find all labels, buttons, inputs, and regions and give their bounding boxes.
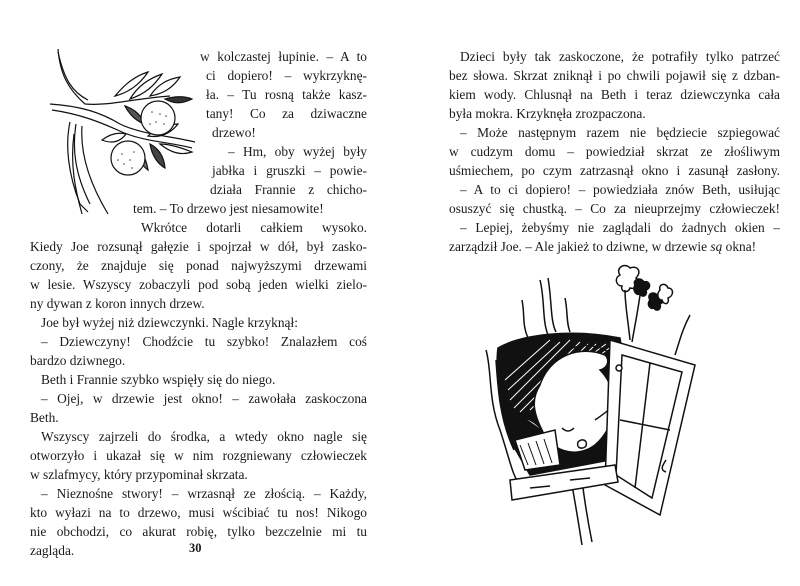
text-line: Beth. <box>30 410 59 425</box>
text-line: otworzyło i ukazał się w nim rozgniewany człowieczek <box>30 448 367 463</box>
text-line: Kiedy Joe rozsunął gałęzie i spojrzał w dół, był zasko- <box>30 239 367 254</box>
gnome-at-tree-window-illustration <box>470 260 730 550</box>
text-line: – Dziewczyny! Chodźcie tu szybko! Znalazłem coś <box>41 334 367 349</box>
text-line: – A to ci dopiero! – powiedziała znów Beth, usiłując <box>460 182 780 197</box>
text-line: tem. – To drzewo jest niesamowite! <box>133 201 324 216</box>
text-line: osuszyć się chustką. – Co za nieuprzejmy człowieczek! <box>449 201 780 216</box>
text-line: w szlafmycy, który przypominał skrzata. <box>30 467 248 482</box>
text-line: uśmiechem, po czym zatrzasnął okno i zasunął zasłony. <box>449 163 780 178</box>
text-line: Dzieci były tak zaskoczone, że potrafiły tylko patrzeć <box>460 49 780 64</box>
text-line: nie obchodzi, co akurat robię, tylko bezczelnie mi tu <box>30 524 367 539</box>
text-line: działa Frannie z chicho- <box>210 182 367 197</box>
text-line: w lesie. Wszyscy zobaczyli pod sobą jeden wielki zielo- <box>30 277 367 292</box>
text-line: ci dopiero! – wykrzyknę- <box>206 68 367 83</box>
text-line: – Może następnym razem nie będziecie szpiegować <box>460 125 780 140</box>
text-line: bez słowa. Skrzat zniknął i po chwili pojawił się z dzban- <box>449 68 780 83</box>
text-line: – Hm, oby wyżej były <box>228 144 367 159</box>
text-line: drzewo! <box>212 125 256 140</box>
text-line: tany! Co za dziwaczne <box>206 106 367 121</box>
text-line: w cudzym domu – powiedział skrzat ze złośliwym <box>449 144 780 159</box>
text-line: Joe był wyżej niż dziewczynki. Nagle krzyknął: <box>41 315 298 330</box>
text-line: Beth i Frannie szybko wspięły się do niego. <box>41 372 276 387</box>
text-line <box>200 48 367 66</box>
emphasized-text: są <box>710 239 723 254</box>
text-line: Wkrótce dotarli całkiem wysoko. <box>141 220 367 235</box>
text-line: czony, że znajduje się ponad najwyższymi drzewami <box>30 258 367 273</box>
right-page <box>400 0 800 586</box>
text-run: zarządził Joe. – Ale jakież to dziwne, w drzewie <box>449 239 711 254</box>
text-line: – Lepiej, żebyśmy nie zaglądali do żadnych okien – <box>460 220 780 235</box>
text-line: – Ojej, w drzewie jest okno! – zawołała zaskoczona <box>41 391 367 406</box>
text-line: ny dywan z koron innych drzew. <box>30 296 205 311</box>
text-line: jabłka i gruszki – powie- <box>212 163 367 178</box>
text-line: kiem wody. Chlusnął na Beth i teraz dziewczynka cała <box>449 87 780 102</box>
text-line: – Nieznośne stwory! – wrzasnął ze złością. – Każdy, <box>41 486 367 501</box>
text-line: zagląda. <box>30 543 75 558</box>
text-line-content: w kolczastej łupinie. – A to <box>200 49 367 64</box>
text-line: kto wyłazi na to drzewo, musi wścibiać tu nos! Nikogo <box>30 505 367 520</box>
page-number: 30 <box>189 541 202 555</box>
text-line: ła. – Tu rosną także kasz- <box>206 87 367 102</box>
text-line: Wszyscy zajrzeli do środka, a wtedy okno nagle się <box>41 429 367 444</box>
text-line: była mokra. Krzyknęła zrozpaczona. <box>449 106 646 121</box>
text-line: bardzo dziwnego. <box>30 353 126 368</box>
tree-branch-with-chestnuts-illustration <box>30 44 210 224</box>
text-run: okna! <box>722 239 757 254</box>
text-line <box>449 238 756 256</box>
